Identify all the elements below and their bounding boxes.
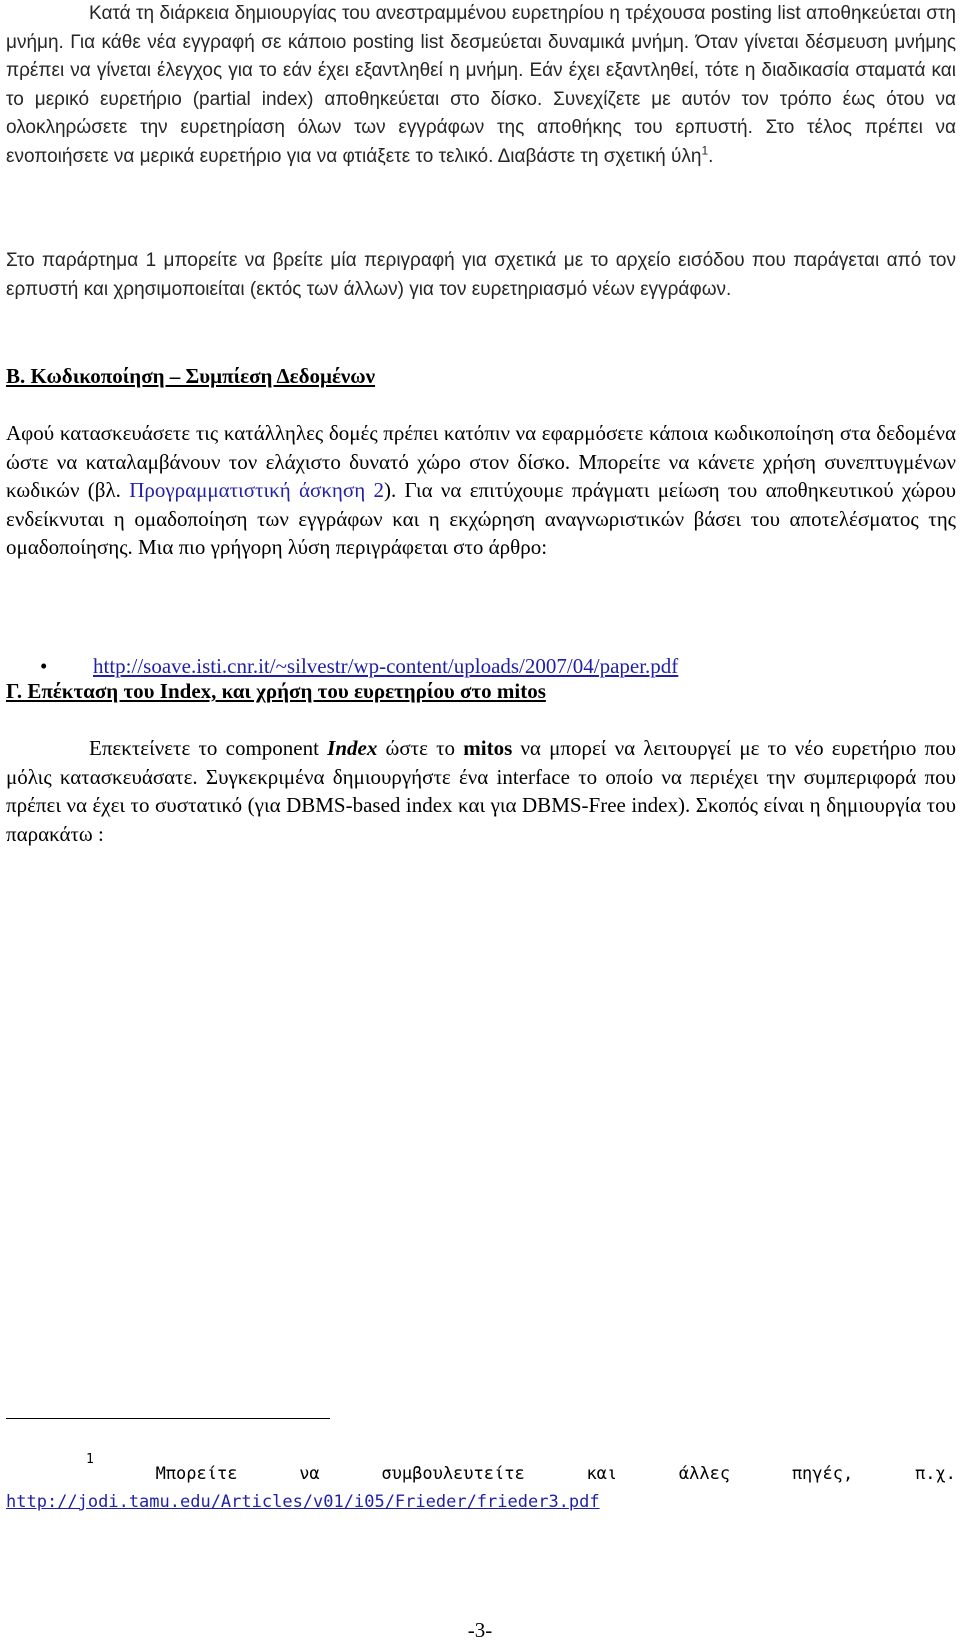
paper-link[interactable]: http://soave.isti.cnr.it/~silvestr/wp-content/uploads/2007/04/paper.pdf <box>93 654 679 678</box>
paragraph-index-text-3: να μπορεί να λειτουργεί με το νέο ευρετήριο που μόλις κατασκευάσατε. Συγκεκριμένα δημιουργήστε ένα interface το οποίο να περιέχει την συμπεριφορά που πρέπει να έχει το συστατικό (για DBMS-based index και για DBMS-Free index). Σκοπός είναι η δημιουργία του παρακάτω : <box>6 736 957 846</box>
footnote <box>6 1452 956 1516</box>
paragraph-compression-text-1: Αφού κατασκευάσετε τις κατάλληλες δομές πρέπει κατόπιν να εφαρμόσετε κάποια κωδικοποίηση στα δεδομένα ώστε να καταλαμβάνουν τον ελάχιστο δυνατό χώρο στον δίσκο. Μπορείτε να κάνετε χρήση συνεπτυγμένων κωδικών (βλ. <box>6 421 956 502</box>
page-number: -3- <box>467 1618 493 1642</box>
footnote-word: Μπορείτε <box>155 1464 238 1484</box>
footnote-separator <box>6 1418 330 1419</box>
bullet-icon: • <box>40 654 48 678</box>
paragraph-end-mark: . <box>708 145 714 167</box>
footnote-word: π.χ. <box>914 1464 956 1484</box>
paragraph-index-text-1: Επεκτείνετε το component <box>89 736 328 760</box>
footnote-word: και <box>586 1464 618 1484</box>
paragraph-compression <box>6 419 956 562</box>
section-heading-c: Γ. Επέκταση του Index, και χρήση του ευρετηρίου στο mitos <box>6 679 546 703</box>
section-heading-b: Β. Κωδικοποίηση – Συμπίεση Δεδομένων <box>6 364 376 388</box>
mitos-word: mitos <box>463 736 513 760</box>
footnote-line <box>6 1452 956 1488</box>
footnote-word: πηγές, <box>791 1464 854 1484</box>
paragraph-index-text-2: ώστε το <box>377 736 464 760</box>
paragraph-appendix-text: Στο παράρτημα 1 μπορείτε να βρείτε μία περιγραφή για σχετικά με το αρχείο εισόδου που παράγεται από τον ερπυστή και χρησιμοποιείται (εκτός των άλλων) για τον ευρετηριασμό νέων εγγράφων. <box>6 250 956 300</box>
footnote-number: 1 <box>86 1452 94 1467</box>
footnote-reference[interactable]: 1 <box>701 143 709 158</box>
paragraph-index-extension <box>6 734 956 848</box>
paragraph-compression-text-2: ). Για να επιτύχουμε πράγματι μείωση του αποθηκευτικού χώρου ενδείκνυται η ομαδοποίηση των εγγράφων και η εκχώρηση αναγνωριστικών βάσει του αποτελέσματος της ομαδοποίησης. Μια πιο γρήγορη λύση περιγράφεται στο άρθρο: <box>6 478 956 559</box>
paragraph-inverted-index <box>6 0 956 171</box>
footnote-link-line <box>6 1488 956 1516</box>
footnote-word: συμβουλευτείτε <box>381 1464 525 1484</box>
footnote-word: να <box>299 1464 320 1484</box>
paragraph-appendix <box>6 247 956 304</box>
footnote-link[interactable]: http://jodi.tamu.edu/Articles/v01/i05/Frieder/frieder3.pdf <box>6 1492 600 1512</box>
footnote-word: άλλες <box>678 1464 731 1484</box>
index-word: Index <box>327 736 378 760</box>
exercise-2-link[interactable]: Προγραμματιστική άσκηση 2 <box>129 478 384 502</box>
paragraph-inverted-index-text: Κατά τη διάρκεια δημιουργίας του ανεστραμμένου ευρετηρίου η τρέχουσα posting list αποθηκεύεται στη μνήμη. Για κάθε νέα εγγραφή σε κάποιο posting list δεσμεύεται δυναμικά μνήμη. Όταν γίνεται δέσμευση μνήμης πρέπει να γίνεται έλεγχος για το εάν έχει εξαντληθεί η μνήμη. Εάν έχει εξαντληθεί, τότε η διαδικασία σταματά και το μερικό ευρετήριο (partial index) αποθηκεύεται στο δίσκο. Συνεχίζετε με αυτόν τον τρόπο έως ότου να ολοκληρώσετε την ευρετηρίαση όλων των εγγράφων της αποθήκης του ερπυστή. Στο τέλος πρέπει να ενοποιήσετε να μερικά ευρετήριο για να φτιάξετε το τελικό. Διαβάστε τη σχετική ύλη <box>6 3 956 167</box>
